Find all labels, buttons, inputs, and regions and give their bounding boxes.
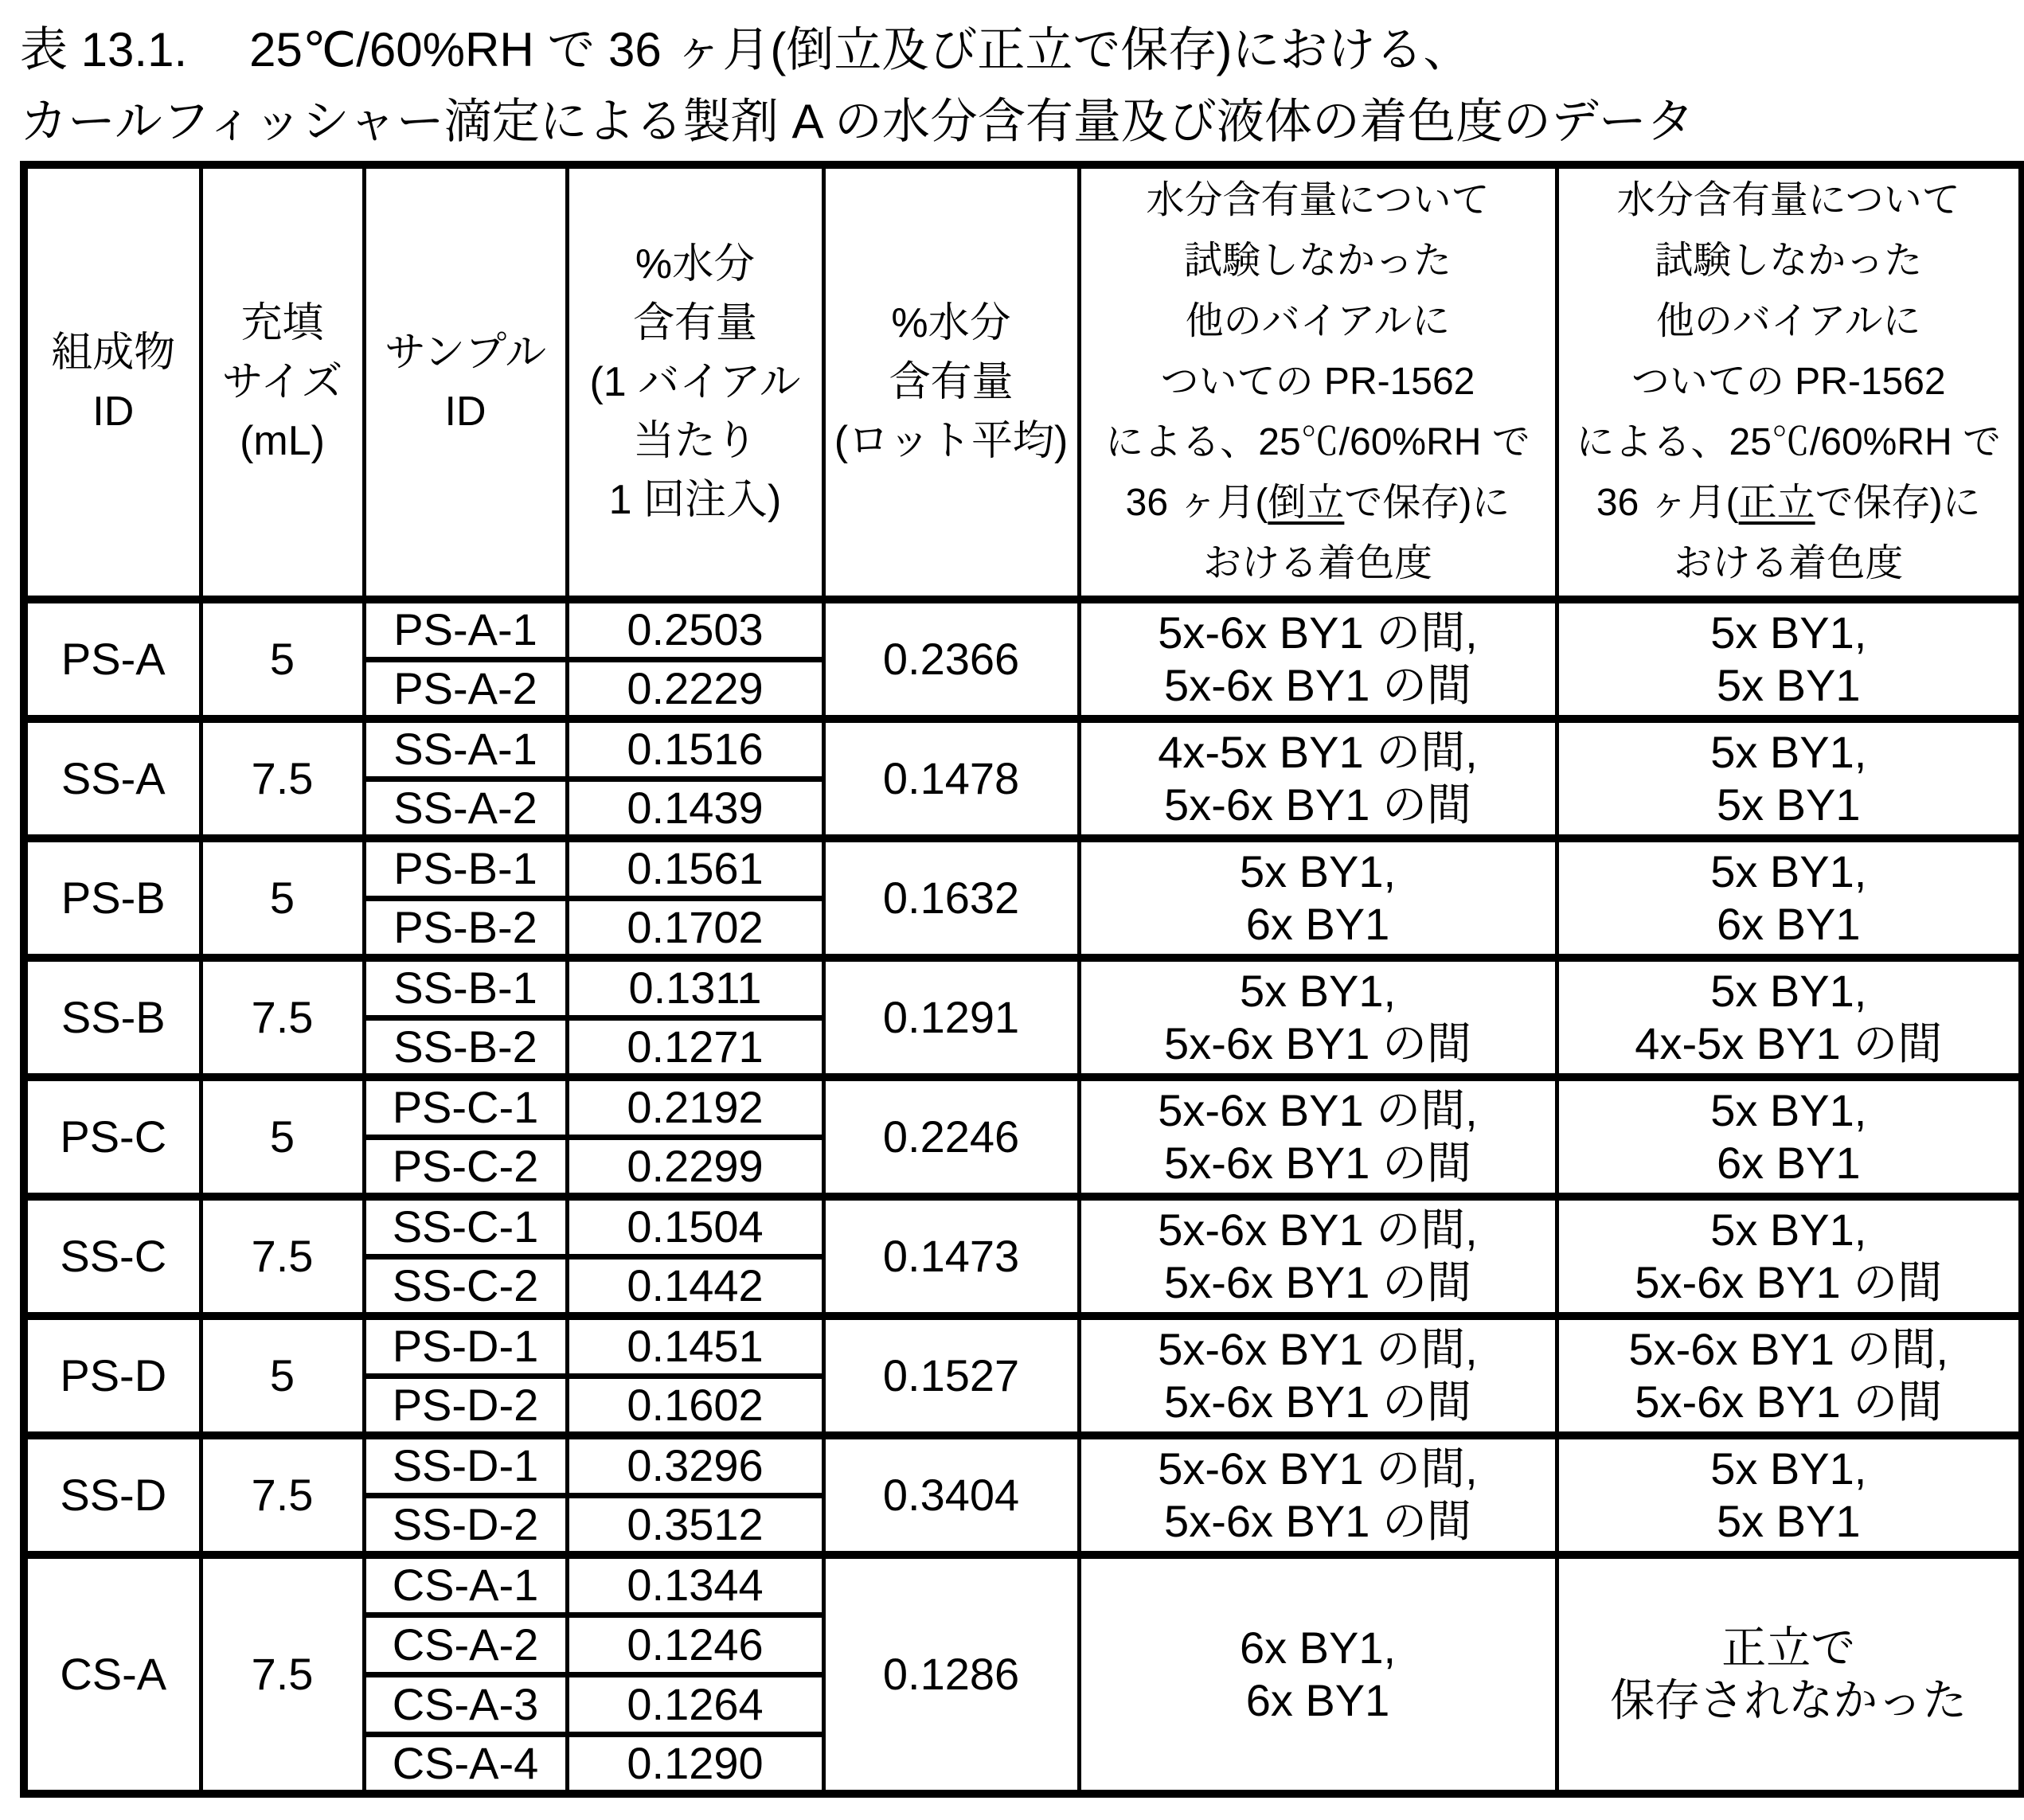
cell-fill-size: 7.5 — [201, 1197, 364, 1316]
table-row — [24, 1197, 2022, 1256]
cell-sample-id: CS-A-4 — [364, 1734, 567, 1794]
cell-color-inverted: 5x BY1, 6x BY1 — [1079, 838, 1557, 958]
cell-water-value: 0.1344 — [567, 1555, 823, 1615]
header-water-per-vial: %水分 含有量 (1 バイアル 当たり 1 回注入) — [567, 165, 823, 600]
table-row — [24, 838, 2022, 898]
table-body — [24, 600, 2022, 1794]
cell-water-value: 0.2503 — [567, 600, 823, 659]
cell-color-upright: 5x BY1, 6x BY1 — [1557, 838, 2022, 958]
cell-comp-id: PS-C — [24, 1077, 201, 1197]
header-color-inverted-mid — [1081, 473, 1555, 533]
stability-data-table — [20, 161, 2024, 1798]
cell-lot-avg: 0.1473 — [823, 1197, 1079, 1316]
cell-sample-id: CS-A-3 — [364, 1674, 567, 1734]
cell-comp-id: SS-A — [24, 719, 201, 838]
cell-fill-size: 5 — [201, 1077, 364, 1197]
cell-sample-id: PS-C-2 — [364, 1137, 567, 1197]
cell-water-value: 0.1561 — [567, 838, 823, 898]
cell-fill-size: 5 — [201, 600, 364, 719]
cell-sample-id: SS-A-1 — [364, 719, 567, 779]
header-color-inverted-top: 水分含有量について 試験しなかった 他のバイアルに ついての PR-1562 による、25℃/60%RH で — [1105, 179, 1530, 463]
table-number: 表 13.1. — [20, 23, 188, 76]
table-row — [24, 1435, 2022, 1495]
cell-lot-avg: 0.1286 — [823, 1555, 1079, 1794]
cell-water-value: 0.1602 — [567, 1376, 823, 1435]
table-title-line2: カールフィッシャー滴定による製剤 A の水分含有量及び液体の着色度のデータ — [20, 95, 1694, 148]
cell-sample-id: CS-A-2 — [364, 1615, 567, 1674]
cell-comp-id: CS-A — [24, 1555, 201, 1794]
cell-sample-id: SS-B-1 — [364, 958, 567, 1017]
header-row — [24, 165, 2022, 600]
cell-fill-size: 7.5 — [201, 958, 364, 1077]
cell-lot-avg: 0.1291 — [823, 958, 1079, 1077]
cell-comp-id: SS-B — [24, 958, 201, 1077]
cell-color-upright: 5x BY1, 5x BY1 — [1557, 1435, 2022, 1555]
table-title-line1 — [20, 14, 1694, 86]
table-row — [24, 1316, 2022, 1376]
cell-lot-avg: 0.2246 — [823, 1077, 1079, 1197]
mid-pre: 36 ヶ月( — [1125, 482, 1268, 524]
cell-color-inverted: 5x-6x BY1 の間, 5x-6x BY1 の間 — [1079, 1316, 1557, 1435]
table-row — [24, 600, 2022, 659]
mid-pre: 36 ヶ月( — [1596, 482, 1739, 524]
table-row — [24, 1555, 2022, 1615]
table-row — [24, 1077, 2022, 1137]
cell-water-value: 0.1442 — [567, 1256, 823, 1316]
cell-water-value: 0.1504 — [567, 1197, 823, 1256]
cell-color-upright: 5x BY1, 6x BY1 — [1557, 1077, 2022, 1197]
header-color-inverted-bottom: おける着色度 — [1202, 542, 1432, 584]
cell-lot-avg: 0.1632 — [823, 838, 1079, 958]
table-header — [24, 165, 2022, 600]
table-title-text1: 25℃/60%RH で 36 ヶ月(倒立及び正立で保存)における、 — [249, 23, 1471, 76]
cell-water-value: 0.1516 — [567, 719, 823, 779]
cell-color-inverted: 5x BY1, 5x-6x BY1 の間 — [1079, 958, 1557, 1077]
header-color-upright-bottom: おける着色度 — [1674, 542, 1904, 584]
cell-water-value: 0.3512 — [567, 1495, 823, 1555]
cell-sample-id: SS-A-2 — [364, 779, 567, 838]
cell-sample-id: SS-C-2 — [364, 1256, 567, 1316]
cell-water-value: 0.1702 — [567, 898, 823, 958]
header-fill-size: 充填 サイズ (mL) — [201, 165, 364, 600]
header-water-lot-avg: %水分 含有量 (ロット平均) — [823, 165, 1079, 600]
underlined-upright: 正立 — [1738, 482, 1815, 524]
cell-color-inverted: 5x-6x BY1 の間, 5x-6x BY1 の間 — [1079, 600, 1557, 719]
cell-water-value: 0.1311 — [567, 958, 823, 1017]
cell-lot-avg: 0.1527 — [823, 1316, 1079, 1435]
cell-sample-id: PS-B-1 — [364, 838, 567, 898]
cell-fill-size: 7.5 — [201, 719, 364, 838]
cell-color-upright: 5x BY1, 5x-6x BY1 の間 — [1557, 1197, 2022, 1316]
cell-color-inverted: 4x-5x BY1 の間, 5x-6x BY1 の間 — [1079, 719, 1557, 838]
cell-comp-id: SS-C — [24, 1197, 201, 1316]
table-row — [24, 719, 2022, 779]
cell-sample-id: SS-D-2 — [364, 1495, 567, 1555]
cell-comp-id: PS-B — [24, 838, 201, 958]
cell-fill-size: 5 — [201, 838, 364, 958]
cell-water-value: 0.2299 — [567, 1137, 823, 1197]
cell-water-value: 0.1264 — [567, 1674, 823, 1734]
cell-water-value: 0.1290 — [567, 1734, 823, 1794]
cell-color-inverted: 6x BY1, 6x BY1 — [1079, 1555, 1557, 1794]
cell-sample-id: SS-C-1 — [364, 1197, 567, 1256]
header-color-upright-mid — [1559, 473, 2019, 533]
cell-sample-id: CS-A-1 — [364, 1555, 567, 1615]
table-title — [20, 14, 1694, 158]
cell-color-inverted: 5x-6x BY1 の間, 5x-6x BY1 の間 — [1079, 1435, 1557, 1555]
cell-fill-size: 7.5 — [201, 1555, 364, 1794]
table-row — [24, 958, 2022, 1017]
cell-water-value: 0.1451 — [567, 1316, 823, 1376]
mid-post: で保存)に — [1815, 482, 1981, 524]
cell-sample-id: PS-B-2 — [364, 898, 567, 958]
cell-sample-id: SS-D-1 — [364, 1435, 567, 1495]
cell-lot-avg: 0.2366 — [823, 600, 1079, 719]
cell-fill-size: 5 — [201, 1316, 364, 1435]
cell-color-upright: 5x BY1, 5x BY1 — [1557, 600, 2022, 719]
cell-water-value: 0.1246 — [567, 1615, 823, 1674]
cell-color-inverted: 5x-6x BY1 の間, 5x-6x BY1 の間 — [1079, 1197, 1557, 1316]
cell-sample-id: PS-C-1 — [364, 1077, 567, 1137]
cell-color-upright: 5x BY1, 4x-5x BY1 の間 — [1557, 958, 2022, 1077]
cell-water-value: 0.1271 — [567, 1017, 823, 1077]
header-color-upright-top: 水分含有量について 試験しなかった 他のバイアルに ついての PR-1562 による、25℃/60%RH で — [1576, 179, 2001, 463]
underlined-inverted: 倒立 — [1268, 482, 1345, 524]
cell-water-value: 0.2192 — [567, 1077, 823, 1137]
cell-comp-id: SS-D — [24, 1435, 201, 1555]
cell-water-value: 0.1439 — [567, 779, 823, 838]
cell-sample-id: PS-D-2 — [364, 1376, 567, 1435]
cell-color-inverted: 5x-6x BY1 の間, 5x-6x BY1 の間 — [1079, 1077, 1557, 1197]
cell-sample-id: PS-D-1 — [364, 1316, 567, 1376]
header-sample-id: サンプル ID — [364, 165, 567, 600]
cell-water-value: 0.3296 — [567, 1435, 823, 1495]
cell-lot-avg: 0.3404 — [823, 1435, 1079, 1555]
cell-comp-id: PS-A — [24, 600, 201, 719]
cell-sample-id: PS-A-2 — [364, 659, 567, 719]
header-color-inverted — [1079, 165, 1557, 600]
cell-color-upright: 5x-6x BY1 の間, 5x-6x BY1 の間 — [1557, 1316, 2022, 1435]
cell-water-value: 0.2229 — [567, 659, 823, 719]
header-composition-id: 組成物 ID — [24, 165, 201, 600]
cell-sample-id: SS-B-2 — [364, 1017, 567, 1077]
cell-lot-avg: 0.1478 — [823, 719, 1079, 838]
cell-color-upright: 5x BY1, 5x BY1 — [1557, 719, 2022, 838]
cell-sample-id: PS-A-1 — [364, 600, 567, 659]
header-color-upright — [1557, 165, 2022, 600]
mid-post: で保存)に — [1344, 482, 1510, 524]
cell-fill-size: 7.5 — [201, 1435, 364, 1555]
cell-comp-id: PS-D — [24, 1316, 201, 1435]
cell-color-upright: 正立で 保存されなかった — [1557, 1555, 2022, 1794]
